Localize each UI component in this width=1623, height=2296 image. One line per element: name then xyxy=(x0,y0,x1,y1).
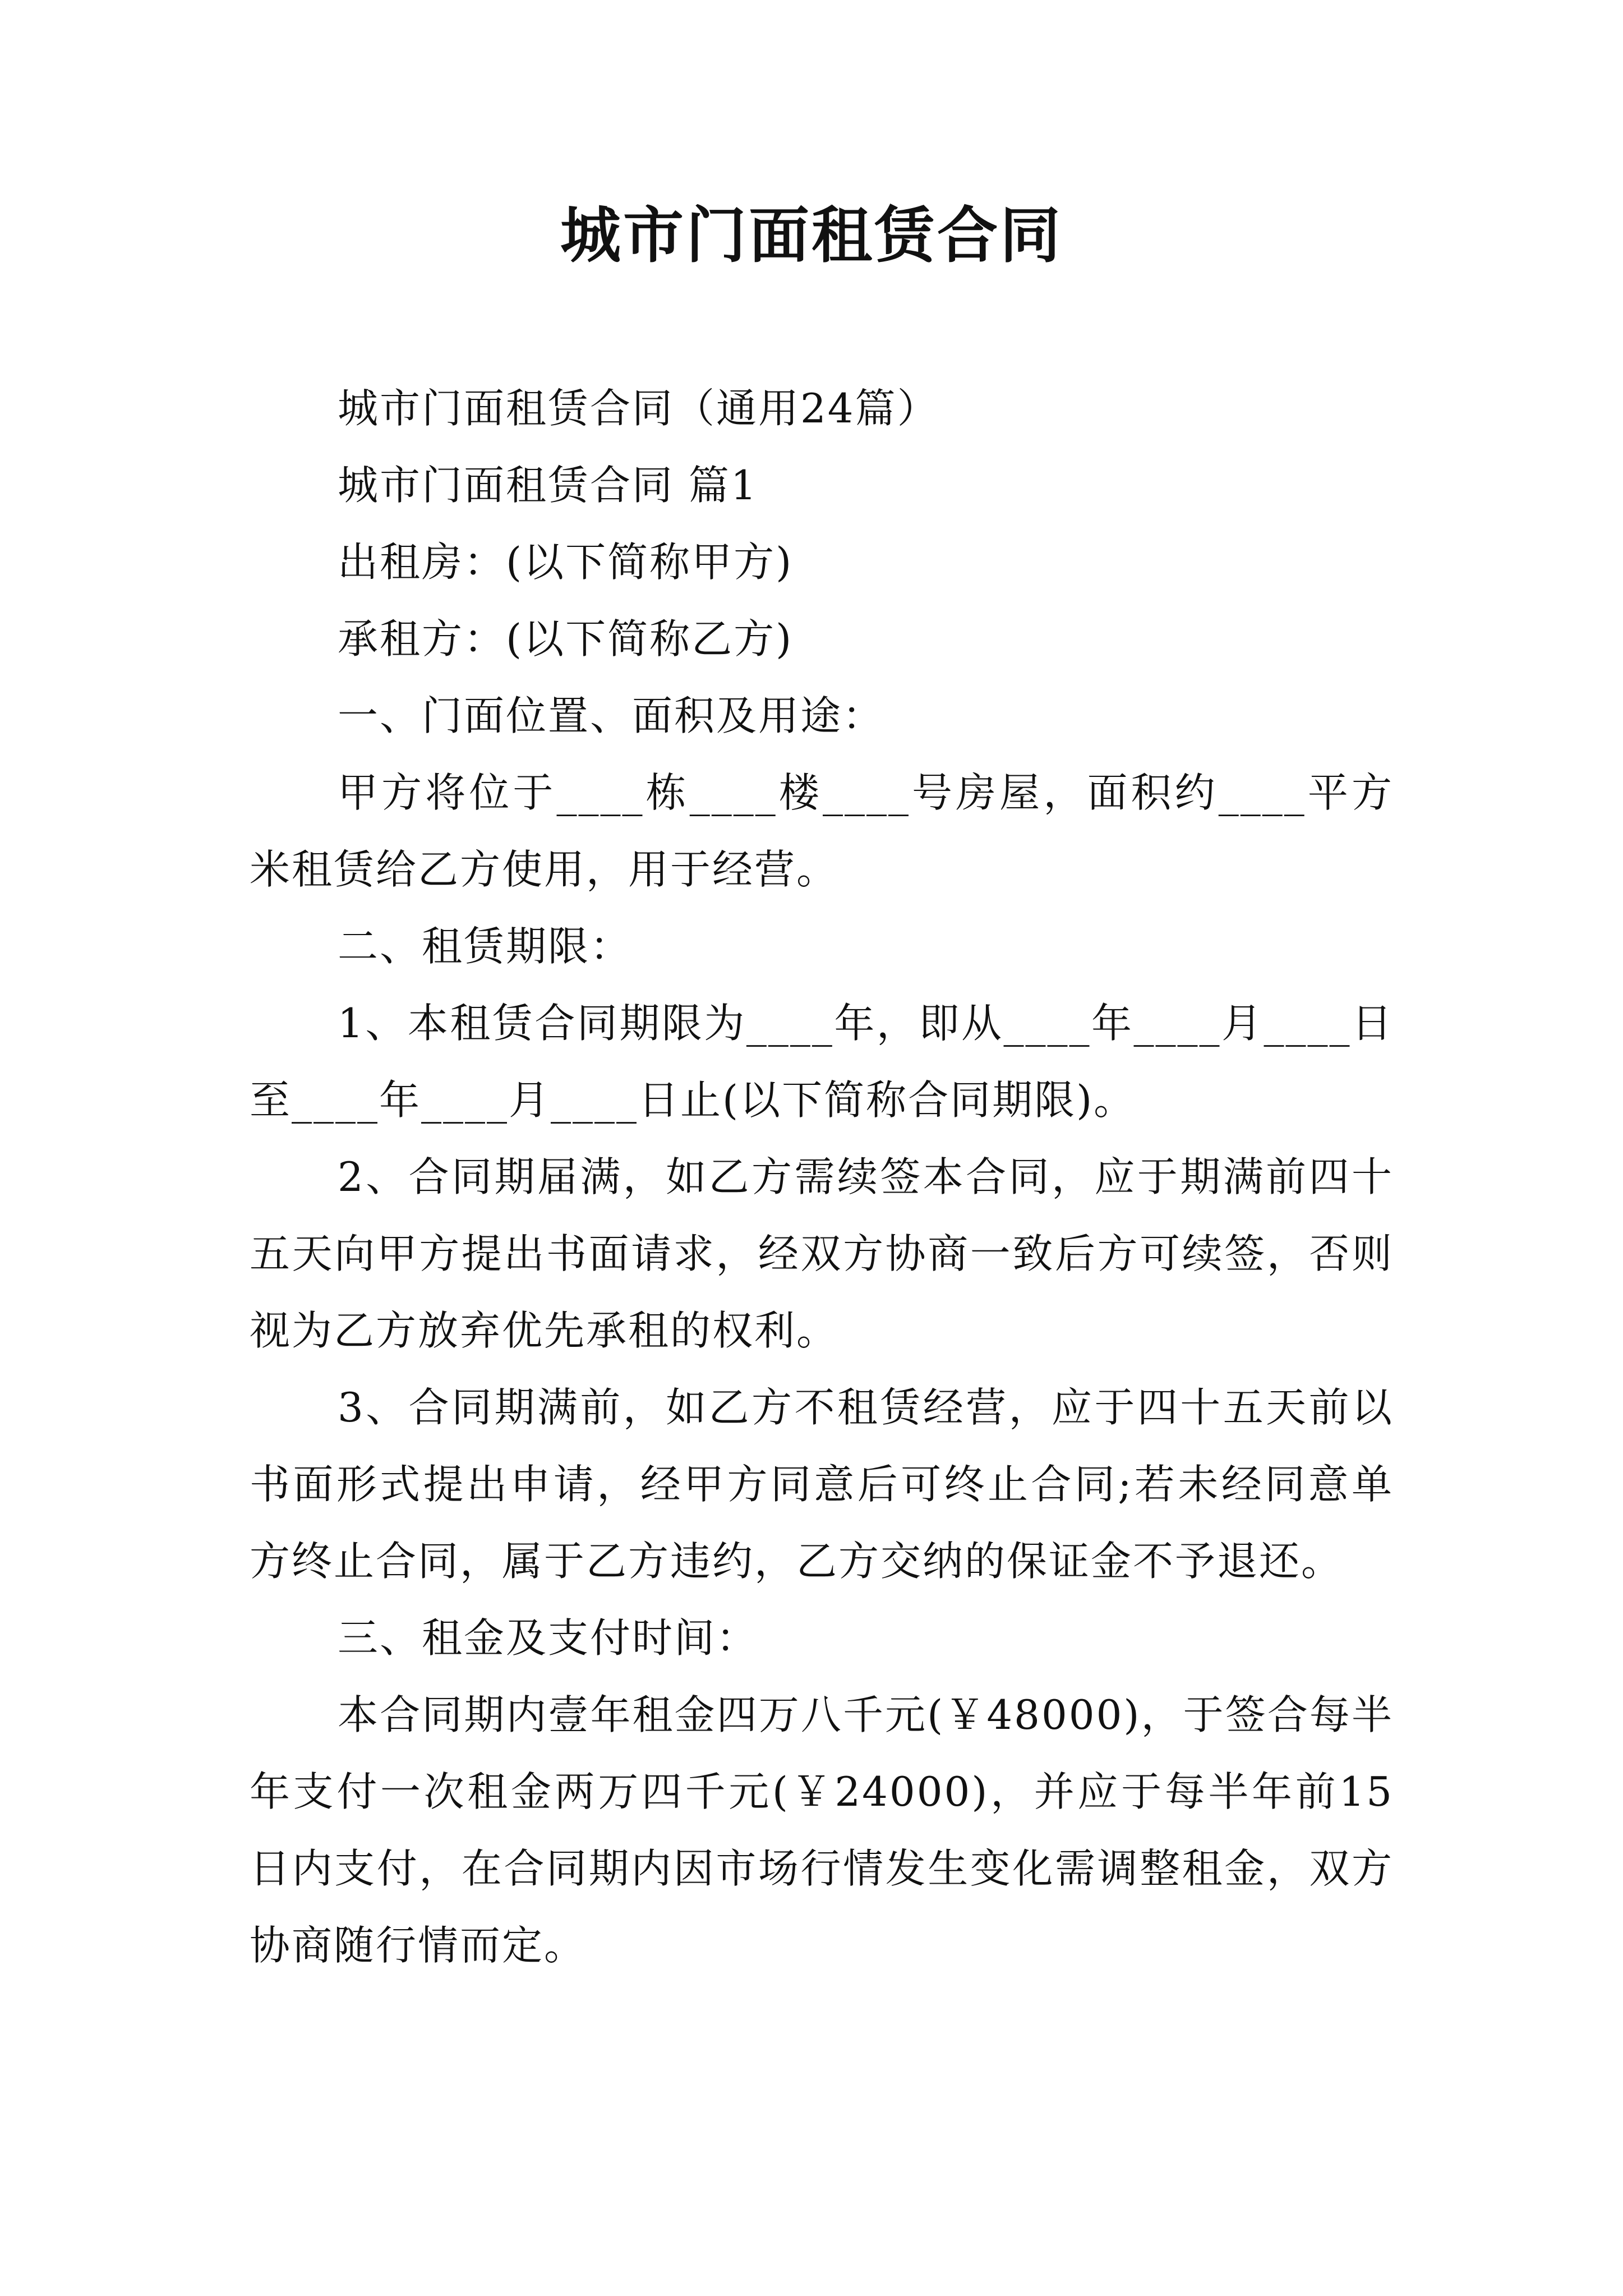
paragraph-chapter-heading: 城市门面租赁合同 篇1 xyxy=(338,462,758,509)
document-title: 城市门面租赁合同 xyxy=(560,200,1063,271)
section-heading-rent: 三、租金及支付时间： xyxy=(338,1614,759,1662)
section-heading-term: 二、租赁期限： xyxy=(338,923,633,970)
paragraph-lessor: 出租房：(以下简称甲方) xyxy=(338,539,794,586)
paragraph-lessee: 承租方：(以下简称乙方) xyxy=(338,615,794,662)
paragraph-term-2: 2、合同期届满，如乙方需续签本合同，应于期满前四十五天向甲方提出书面请求，经双方协商一致后方可续签，否则视为乙方放弃优先承租的权利。 xyxy=(250,1153,1394,1354)
paragraph-rent: 本合同期内壹年租金四万八千元(￥48000)，于签合每半年支付一次租金两万四千元(￥24000)，并应于每半年前15日内支付，在合同期内因市场行情发生变化需调整租金，双方协商随行情而定。 xyxy=(250,1691,1394,1969)
paragraph-location: 甲方将位于____栋____楼____号房屋，面积约____平方米租赁给乙方使用，用于经营。 xyxy=(250,769,1394,893)
paragraph-term-3: 3、合同期满前，如乙方不租赁经营，应于四十五天前以书面形式提出申请，经甲方同意后可终止合同;若未经同意单方终止合同，属于乙方违约，乙方交纳的保证金不予退还。 xyxy=(250,1384,1394,1585)
document-body xyxy=(250,370,1394,1984)
paragraph-term-1: 1、本租赁合同期限为____年，即从____年____月____日至____年____月____日止(以下简称合同期限)。 xyxy=(250,1000,1394,1124)
paragraph-subtitle: 城市门面租赁合同（通用24篇） xyxy=(338,385,939,432)
section-heading-location: 一、门面位置、面积及用途： xyxy=(338,692,885,739)
